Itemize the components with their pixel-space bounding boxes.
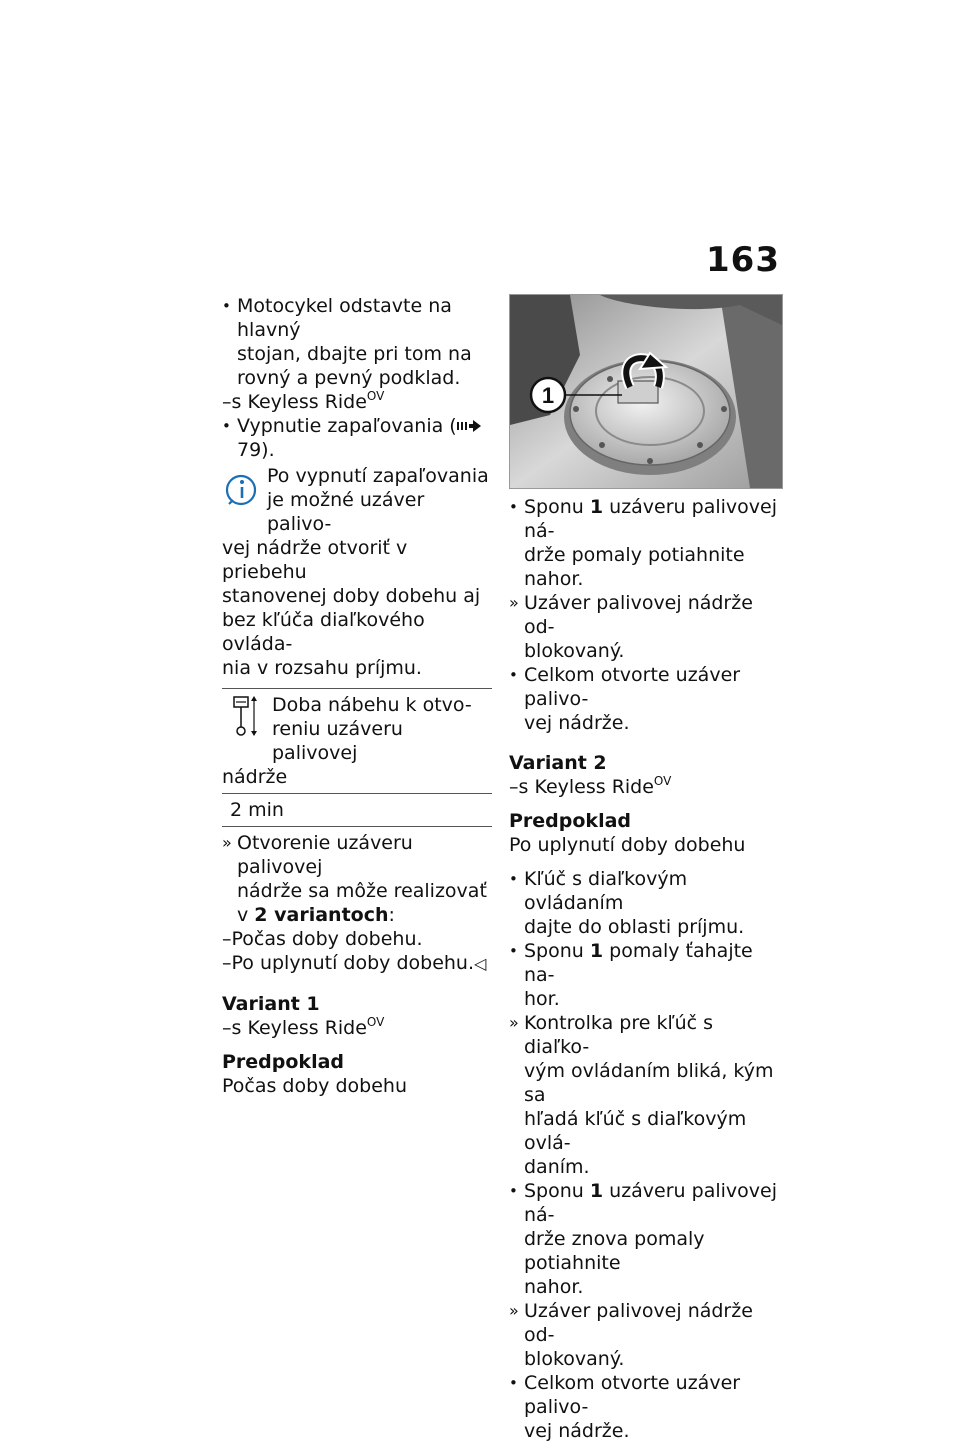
bullet-mark: • [509,870,518,888]
spec-header [222,689,492,794]
variant-2-heading: Variant 2 [509,752,607,774]
step-text-line: nahor. [524,1276,584,1298]
option-superscript: OV [366,389,385,403]
info-text-line: nia v rozsahu príjmu. [222,657,422,679]
step-text-line: drže znova pomaly potiahnite [524,1228,705,1274]
left-column [222,294,492,1098]
step-ignition-off: • Vypnutie zapaľovania (79). [222,414,492,462]
result-text-line: blokovaný. [524,1348,625,1370]
bullet-mark: • [509,666,518,684]
condition-keyless-ride: –s Keyless Ride$^{OV}$ [509,774,672,798]
result-text-line: Uzáver palivovej nádrže od- [524,1300,753,1346]
step-key-in-range [509,867,781,939]
prerequisite-text: Počas doby dobehu [222,1075,407,1097]
end-of-section-icon: ◁ [474,954,487,973]
callout-reference: 1 [589,1180,604,1202]
step-text-line: Celkom otvorte uzáver palivo- [524,1372,741,1418]
result-text-line: blokovaný. [524,640,625,662]
fuel-cap-photo [509,294,783,489]
spec-title-line: nádrže [222,766,288,788]
step-text-line: vej nádrže. [524,712,630,734]
result-mark: » [222,833,232,852]
step-text-line: rovný a pevný podklad. [237,367,461,389]
lock-time-icon [232,695,262,747]
bullet-mark: • [509,498,518,516]
option-during-run-on: –Počas doby dobehu. [222,928,423,950]
result-text-line: Uzáver palivovej nádrže od- [524,592,753,638]
callout-reference: 1 [589,496,604,518]
condition-keyless-ride: –s Keyless Ride$^{OV}$ [222,389,385,413]
step-text-line: stojan, dbajte pri tom na [237,343,472,365]
info-text-line: bez kľúča diaľkového ovláda- [222,609,425,655]
result-mark: » [509,1013,519,1032]
step-text-line: vej nádrže. [524,1420,630,1442]
step-pull-clip: • Sponu 1 uzáveru palivovej ná- drže pomaly potiahnite nahor. [509,495,781,591]
fuel-cap-illustration [510,295,782,488]
bullet-mark: • [222,297,231,315]
result-text-line: v 2 variantoch: [237,904,395,926]
info-icon [224,470,260,510]
spec-title-line: Doba nábehu k otvo- [272,694,472,716]
callout-reference: 1 [589,940,604,962]
prerequisite-text: Po uplynutí doby dobehu [509,834,746,856]
spec-value: 2 min [230,799,284,821]
page-reference-arrow-icon [457,419,481,433]
right-column [509,294,781,1443]
result-mark: » [509,593,519,612]
step-text-line: hor. [524,988,560,1010]
page-number: 163 [706,240,780,280]
step-text-line: drže pomaly potiahnite nahor. [524,544,745,590]
info-note [222,464,492,680]
result-unlocked [509,591,781,663]
result-text-line: Otvorenie uzáveru palivovej [237,832,413,878]
step-text-line: Kľúč s diaľkovým ovládaním [524,868,688,914]
bullet-mark: • [222,417,231,435]
variant-1-heading: Variant 1 [222,993,320,1015]
info-text-line: Po vypnutí zapaľovania [267,465,489,487]
spec-title-line: reniu uzáveru palivovej [272,718,403,764]
step-pull-clip-slowly: • Sponu 1 pomaly ťahajte na- hor. [509,939,781,1011]
result-indicator-flashing [509,1011,781,1179]
result-text-line: nádrže sa môže realizovať [237,880,487,902]
result-mark: » [509,1301,519,1320]
result-text-line: vým ovládaním bliká, kým sa [524,1060,774,1106]
bullet-mark: • [509,1374,518,1392]
prerequisite-heading: Predpoklad [222,1051,345,1073]
result-unlocked [509,1299,781,1371]
page-reference[interactable]: 79). [237,439,275,461]
step-pull-clip-again: • Sponu 1 uzáveru palivovej ná- drže znova pomaly potiahnite nahor. [509,1179,781,1299]
option-superscript: OV [366,1015,385,1029]
option-after-run-on: –Po uplynutí doby dobehu.◁ [222,952,487,974]
result-text-line: Kontrolka pre kľúč s diaľko- [524,1012,714,1058]
step-text-line: Celkom otvorte uzáver palivo- [524,664,741,710]
result-text-line: hľadá kľúč s diaľkovým ovlá- [524,1108,747,1154]
info-text-line: stanovenej doby dobehu aj [222,585,481,607]
step-open-cap [509,663,781,735]
prerequisite-heading: Predpoklad [509,810,632,832]
info-text-line: je možné uzáver palivo- [267,489,425,535]
step-text-line: dajte do oblasti príjmu. [524,916,745,938]
step-park-motorcycle [222,294,492,390]
step-text-line: Motocykel odstavte na hlavný [237,295,452,341]
callout-label: 1 [541,383,555,408]
info-text-line: vej nádrže otvoriť v priebehu [222,537,408,583]
bullet-mark: • [509,942,518,960]
condition-keyless-ride: –s Keyless Ride$^{OV}$ [222,1015,385,1039]
step-open-cap [509,1371,781,1443]
result-text-line: daním. [524,1156,590,1178]
bullet-mark: • [509,1182,518,1200]
result-two-variants [222,831,492,927]
spec-table [222,688,492,827]
option-superscript: OV [653,774,672,788]
